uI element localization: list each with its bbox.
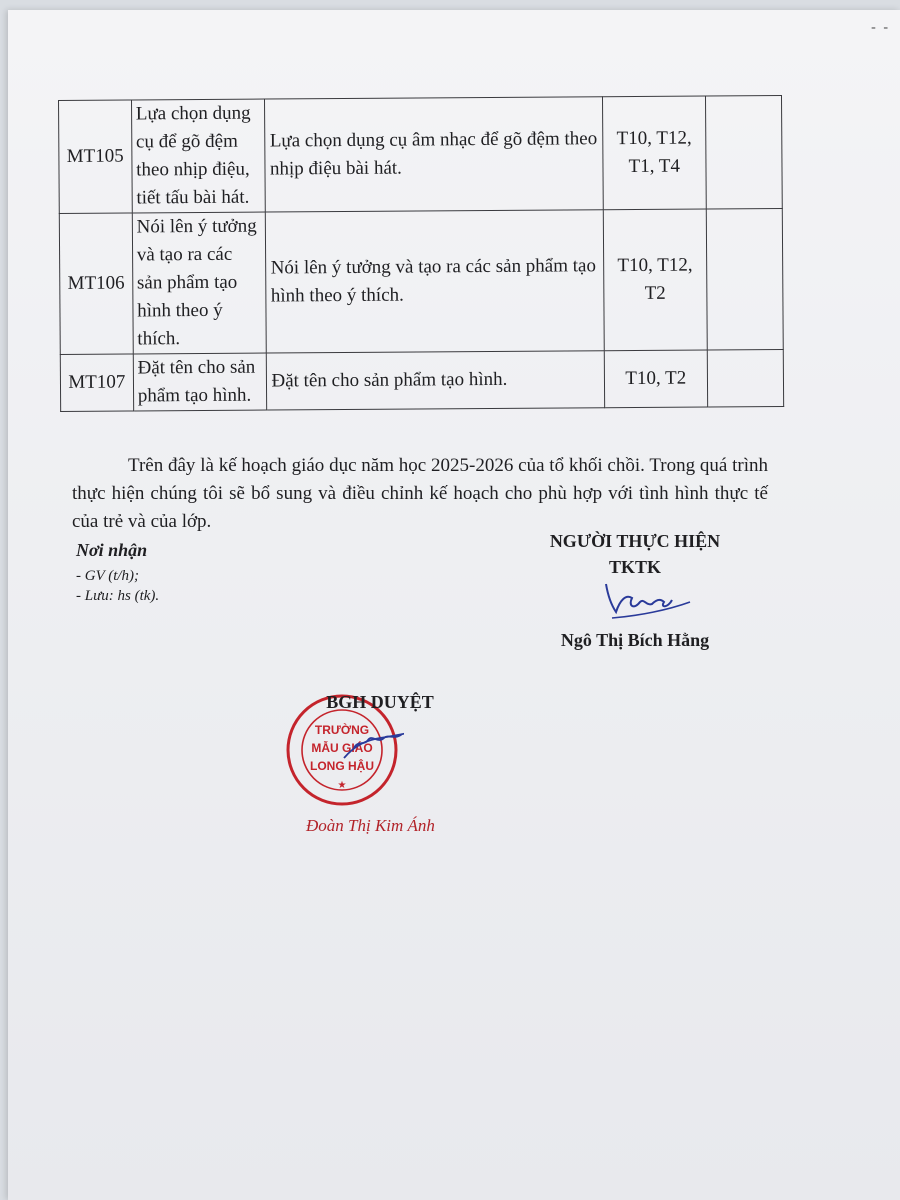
education-plan-table bbox=[58, 95, 784, 412]
svg-text:LONG HẬU: LONG HẬU bbox=[310, 759, 374, 773]
objective-code: MT107 bbox=[60, 354, 133, 412]
notes-cell bbox=[706, 208, 783, 350]
table-row bbox=[60, 349, 783, 411]
objective-short: Đặt tên cho sản phẩm tạo hình. bbox=[133, 353, 267, 411]
svg-text:★: ★ bbox=[337, 780, 347, 791]
performer-role: TKTK bbox=[608, 557, 661, 577]
notes-cell bbox=[707, 349, 784, 407]
table-row bbox=[59, 95, 783, 213]
table-row bbox=[59, 208, 783, 354]
objective-months: T10, T12, T1, T4 bbox=[603, 96, 706, 210]
objective-months: T10, T2 bbox=[604, 350, 707, 408]
objective-code: MT105 bbox=[59, 100, 133, 214]
objective-description: Đặt tên cho sản phẩm tạo hình. bbox=[267, 351, 605, 410]
closing-paragraph: Trên đây là kế hoạch giáo dục năm học 2025-2026 của tổ khối chồi. Trong quá trình thực hiện chúng tôi sẽ bổ sung và điều chỉnh kế hoạch cho phù hợp với tình hình thực tế của trẻ và của lớp. bbox=[72, 455, 768, 532]
performer-signature bbox=[598, 576, 698, 626]
corner-mark: - - bbox=[871, 20, 890, 35]
objective-description: Nói lên ý tưởng và tạo ra các sản phẩm tạo hình theo ý thích. bbox=[266, 210, 605, 353]
svg-text:MẪU GIÁO: MẪU GIÁO bbox=[311, 741, 373, 755]
performer-name: Ngô Thị Bích Hằng bbox=[560, 630, 710, 650]
performer-title: NGƯỜI THỰC HIỆN bbox=[549, 531, 721, 551]
objective-short: Lựa chọn dụng cụ để gõ đệm theo nhịp điệu, tiết tấu bài hát. bbox=[131, 99, 266, 213]
objective-description: Lựa chọn dụng cụ âm nhạc để gõ đệm theo nhịp điệu bài hát. bbox=[265, 97, 603, 212]
approval-title: BGH DUYỆT bbox=[326, 692, 434, 712]
objective-short: Nói lên ý tưởng và tạo ra các sản phẩm tạo hình theo ý thích. bbox=[132, 212, 267, 354]
recipient-line: - Lưu: hs (tk). bbox=[76, 588, 160, 604]
objective-months: T10, T12, T2 bbox=[603, 209, 707, 351]
notes-cell bbox=[705, 95, 782, 209]
performer-block bbox=[520, 528, 750, 580]
svg-text:TRƯỜNG: TRƯỜNG bbox=[314, 723, 370, 737]
recipients-title: Nơi nhận bbox=[76, 540, 148, 560]
recipient-line: - GV (t/h); bbox=[76, 568, 140, 584]
objective-code: MT106 bbox=[59, 213, 133, 355]
approver-name: Đoàn Thị Kim Ánh bbox=[306, 816, 435, 835]
